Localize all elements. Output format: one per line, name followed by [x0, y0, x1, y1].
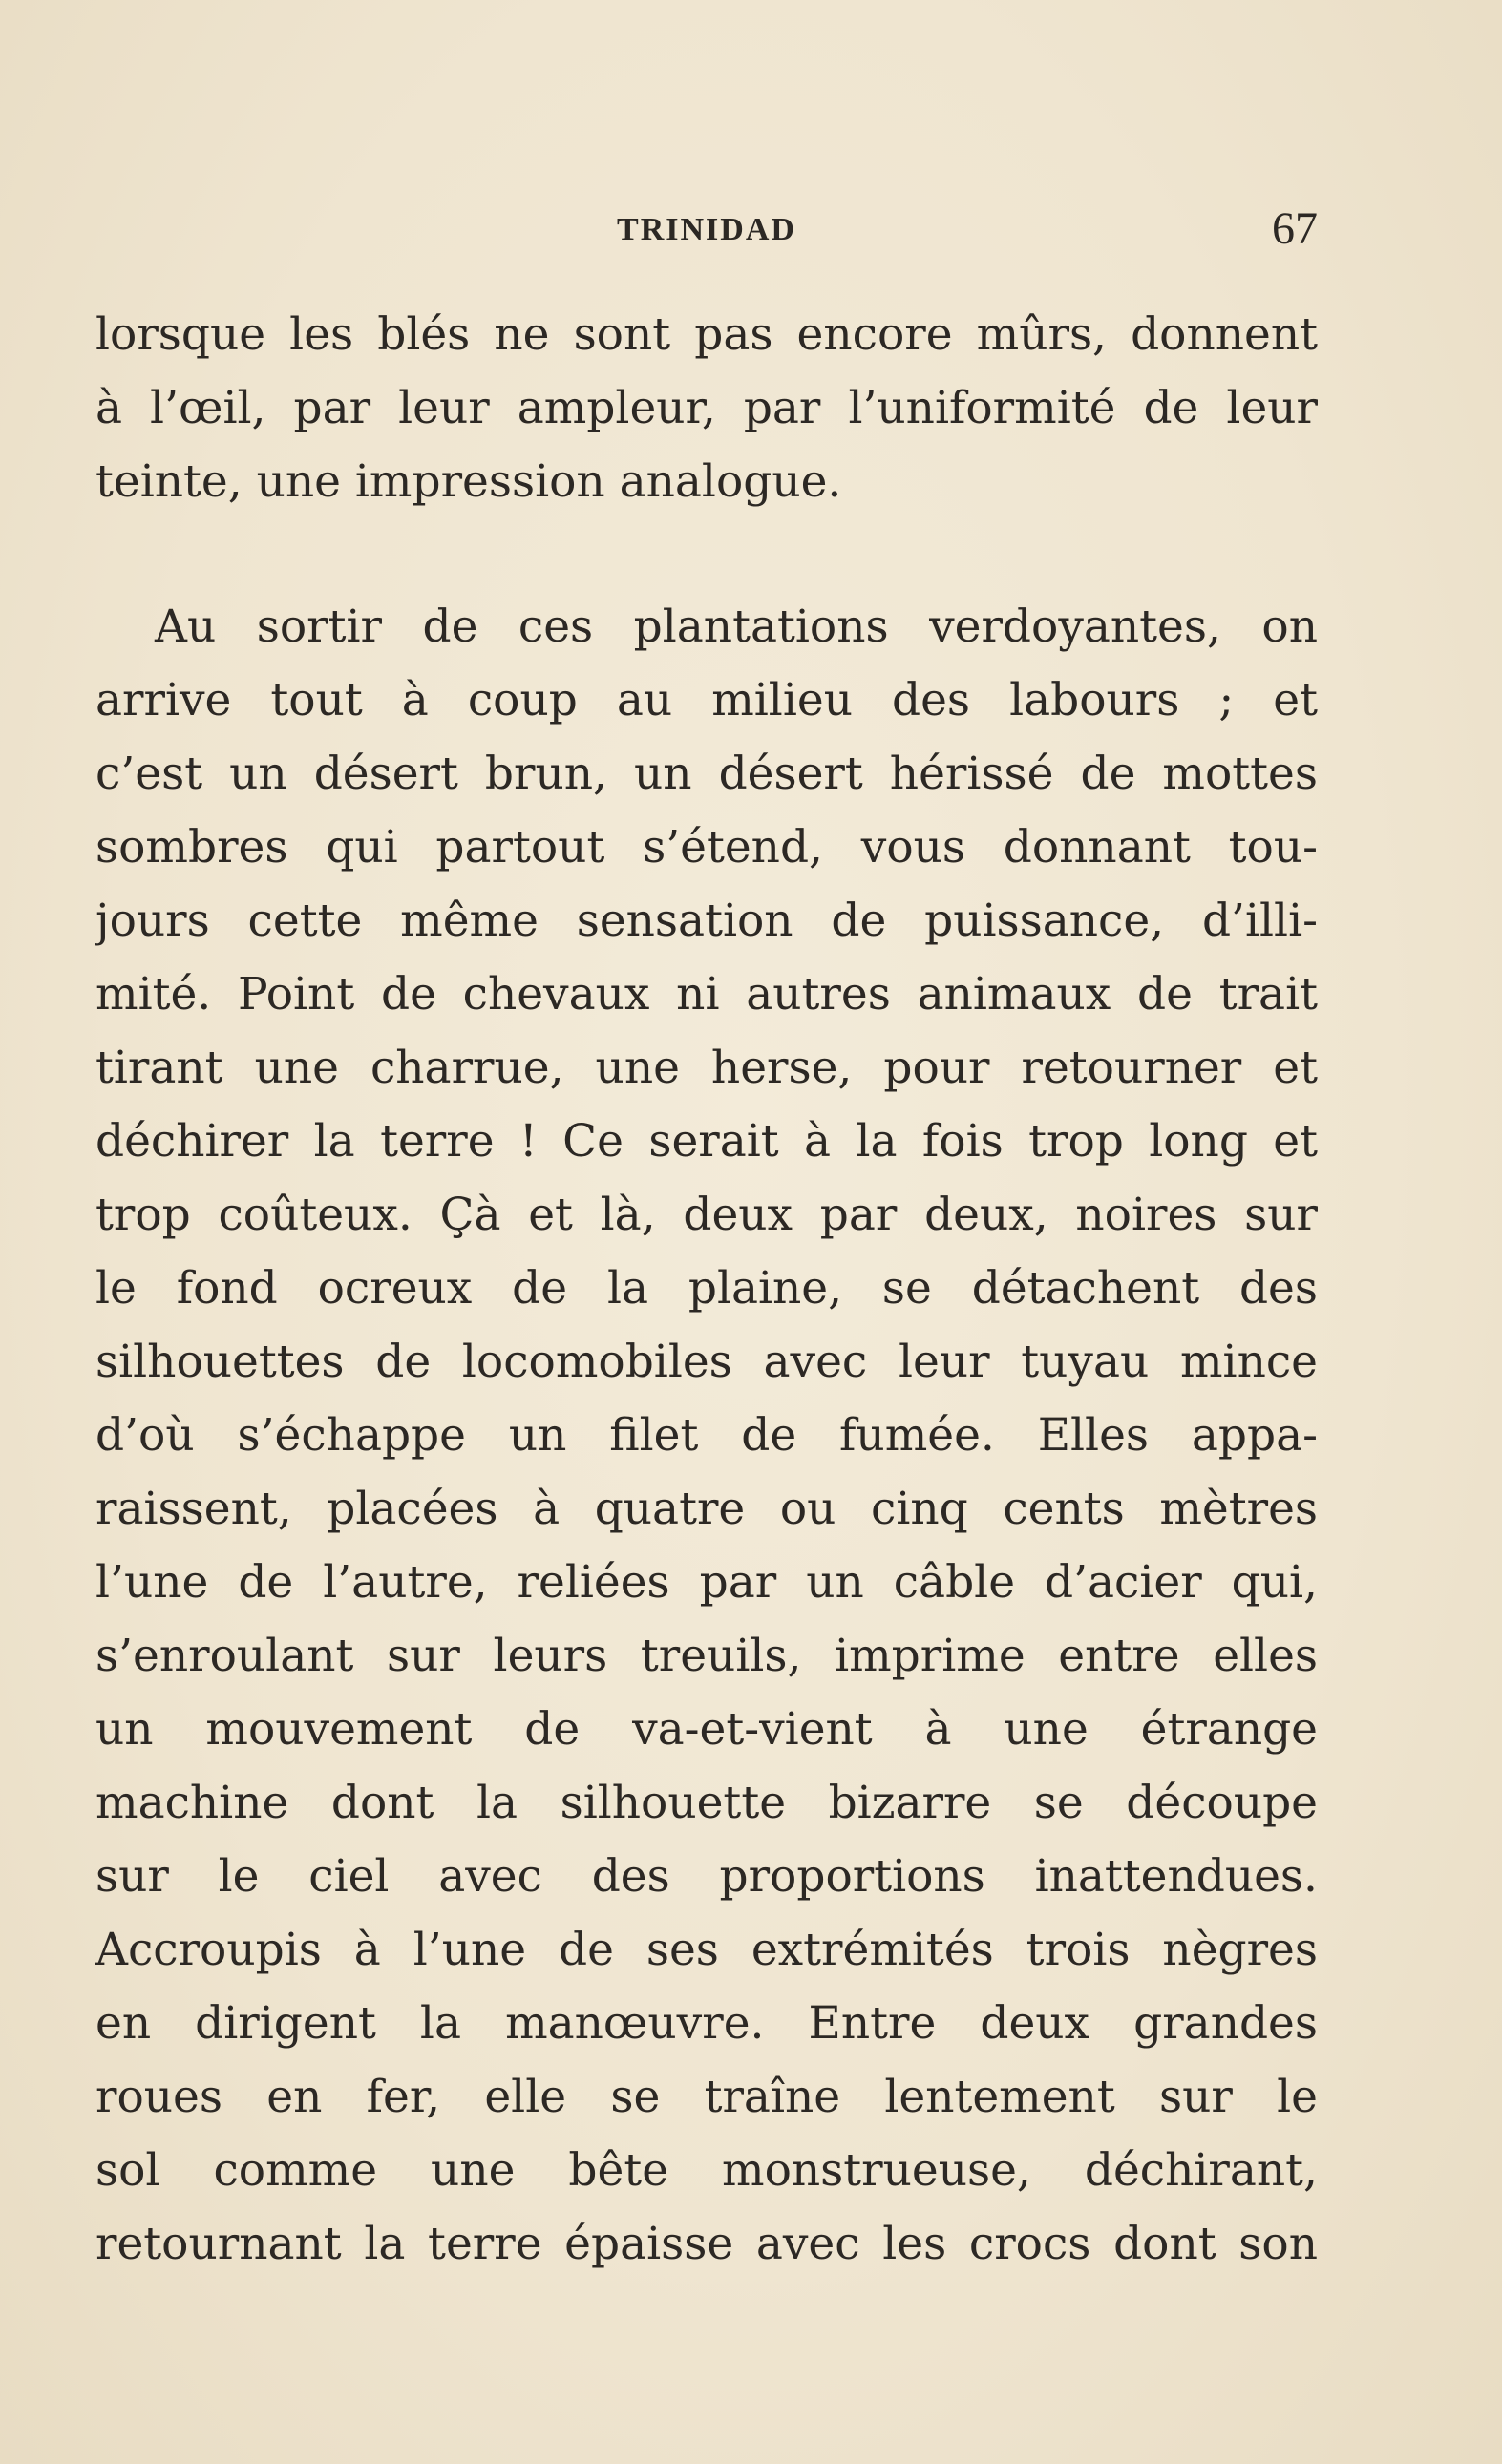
text-line: retournant la terre épaisse avec les crocs dont son: [95, 2218, 1318, 2270]
text-line: c’est un désert brun, un désert hérissé de mottes: [95, 748, 1318, 800]
text-line: sombres qui partout s’étend, vous donnant tou-: [95, 821, 1318, 874]
text-line: s’enroulant sur leurs treuils, imprime entre elles: [95, 1630, 1318, 1682]
text-line: Accroupis à l’une de ses extrémités trois nègres: [95, 1924, 1318, 1976]
text-line: raissent, placées à quatre ou cinq cents mètres: [95, 1483, 1318, 1535]
text-line: roues en fer, elle se traîne lentement sur le: [95, 2071, 1318, 2123]
text-line: le fond ocreux de la plaine, se détachent des: [95, 1262, 1318, 1315]
text-line: sur le ciel avec des proportions inattendues.: [95, 1850, 1318, 1903]
text-line: jours cette même sensation de puissance, d’illi-: [95, 895, 1318, 947]
text-line: un mouvement de va-et-vient à une étrange: [95, 1703, 1318, 1756]
text-line: silhouettes de locomobiles avec leur tuyau mince: [95, 1336, 1318, 1388]
text-line: à l’œil, par leur ampleur, par l’uniformité de leur: [95, 382, 1318, 434]
text-line: l’une de l’autre, reliées par un câble d’acier qui,: [95, 1556, 1318, 1609]
text-line: arrive tout à coup au milieu des labours ; et: [95, 674, 1318, 727]
paragraph-gap: [95, 518, 1318, 590]
text-line: en dirigent la manœuvre. Entre deux grandes: [95, 1997, 1318, 2050]
text-line: déchirer la terre ! Ce serait à la fois trop long et: [95, 1115, 1318, 1168]
text-line: lorsque les blés ne sont pas encore mûrs, donnent: [95, 308, 1318, 361]
body-text: [95, 298, 1318, 2281]
text-line: d’où s’échappe un filet de fumée. Elles appa-: [95, 1409, 1318, 1462]
page-number: 67: [1272, 203, 1318, 254]
text-line: trop coûteux. Çà et là, deux par deux, noires sur: [95, 1189, 1318, 1241]
text-line: mité. Point de chevaux ni autres animaux de trait: [95, 968, 1318, 1021]
running-title: TRINIDAD: [617, 212, 796, 247]
text-line: tirant une charrue, une herse, pour retourner et: [95, 1042, 1318, 1094]
text-line: machine dont la silhouette bizarre se découpe: [95, 1777, 1318, 1829]
text-line: teinte, une impression analogue.: [95, 455, 842, 508]
text-line: Au sortir de ces plantations verdoyantes, on: [155, 600, 1318, 653]
text-line: sol comme une bête monstrueuse, déchirant,: [95, 2144, 1318, 2197]
page-header: [95, 202, 1318, 260]
